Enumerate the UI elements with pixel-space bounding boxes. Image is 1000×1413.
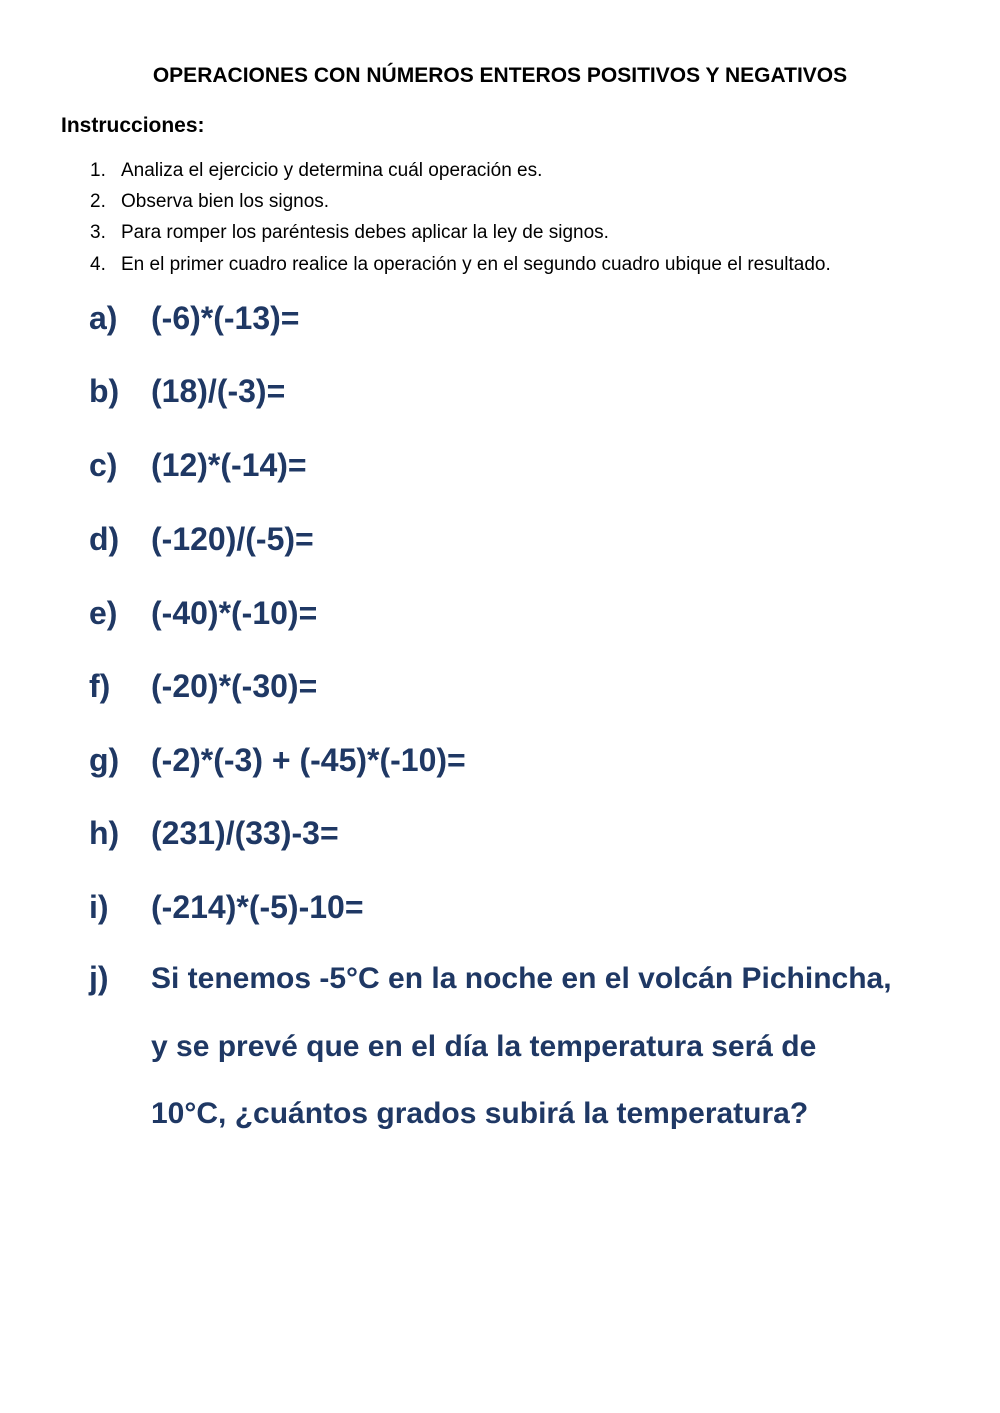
exercise-h bbox=[0, 815, 1000, 861]
instruction-item bbox=[0, 160, 1000, 186]
instruction-number: 1. bbox=[90, 160, 106, 181]
instruction-text: Observa bien los signos. bbox=[121, 191, 330, 212]
exercise-letter: i) bbox=[89, 889, 109, 925]
exercise-expression: (-2)*(-3) + (-45)*(-10)= bbox=[151, 742, 466, 778]
word-problem-line: 10°C, ¿cuántos grados subirá la temperatura? bbox=[151, 1097, 809, 1130]
page-title: OPERACIONES CON NÚMEROS ENTEROS POSITIVOS Y NEGATIVOS bbox=[152, 64, 848, 87]
exercise-expression: (-120)/(-5)= bbox=[151, 521, 314, 557]
exercise-letter: d) bbox=[89, 521, 120, 557]
exercise-d bbox=[0, 521, 1000, 567]
exercise-letter: a) bbox=[89, 300, 118, 336]
word-problem-line: y se prevé que en el día la temperatura será de bbox=[151, 1030, 817, 1063]
exercise-letter: g) bbox=[89, 742, 120, 778]
exercise-letter: e) bbox=[89, 595, 118, 631]
exercise-expression: (-40)*(-10)= bbox=[151, 595, 318, 631]
instruction-number: 3. bbox=[90, 222, 106, 243]
exercise-c bbox=[0, 447, 1000, 493]
instruction-number: 4. bbox=[90, 254, 106, 275]
instruction-text: En el primer cuadro realice la operación y en el segundo cuadro ubique el resultado. bbox=[121, 254, 831, 275]
instruction-number: 2. bbox=[90, 191, 106, 212]
exercise-expression: (-20)*(-30)= bbox=[151, 668, 318, 704]
exercise-expression: (231)/(33)-3= bbox=[151, 815, 339, 851]
exercise-f bbox=[0, 668, 1000, 714]
instruction-item bbox=[0, 222, 1000, 248]
instruction-text: Analiza el ejercicio y determina cuál operación es. bbox=[121, 160, 543, 181]
exercise-expression: (18)/(-3)= bbox=[151, 373, 286, 409]
exercise-expression: (-214)*(-5)-10= bbox=[151, 889, 364, 925]
exercise-letter: h) bbox=[89, 815, 120, 851]
instruction-text: Para romper los paréntesis debes aplicar la ley de signos. bbox=[121, 222, 609, 243]
exercise-letter: c) bbox=[89, 447, 118, 483]
exercise-letter: f) bbox=[89, 668, 111, 704]
exercise-b bbox=[0, 373, 1000, 419]
instruction-item bbox=[0, 254, 1000, 280]
word-problem-letter: j) bbox=[89, 960, 109, 996]
exercise-expression: (-6)*(-13)= bbox=[151, 300, 300, 336]
exercise-expression: (12)*(-14)= bbox=[151, 447, 307, 483]
instruction-item bbox=[0, 191, 1000, 217]
exercise-letter: b) bbox=[89, 373, 120, 409]
exercise-i bbox=[0, 889, 1000, 935]
instructions-heading: Instrucciones: bbox=[61, 114, 205, 137]
exercise-e bbox=[0, 595, 1000, 641]
word-problem-line: Si tenemos -5°C en la noche en el volcán Pichincha, bbox=[151, 962, 892, 995]
exercise-g bbox=[0, 742, 1000, 788]
exercise-a bbox=[0, 300, 1000, 346]
